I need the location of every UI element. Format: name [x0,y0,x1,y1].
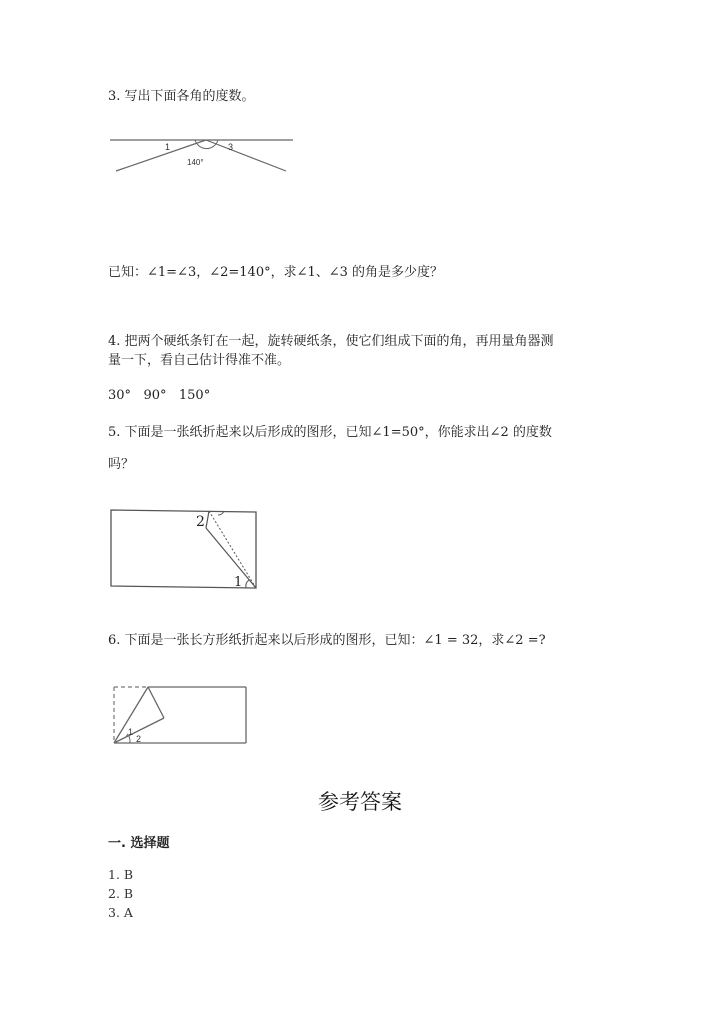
angle-label-1: 1 [165,142,171,152]
question-4-line2: 量一下，看自己估计得准不准。 [108,353,291,368]
answers-section-heading: 一. 选择题 [108,836,170,851]
answers-title: 参考答案 [318,790,402,814]
answer-item: 3. A [108,905,133,920]
question-3-text: 3. 写出下面各角的度数。 [108,89,255,104]
question-5-figure [108,506,260,592]
angle-label-1: 1 [234,575,243,590]
question-6-text: 6. 下面是一张长方形纸折起来以后形成的图形，已知：∠1 = 32，求∠2 =? [108,633,546,648]
question-5-line1: 5. 下面是一张纸折起来以后形成的图形，已知∠1=50°，你能求出∠2 的度数 [108,425,552,440]
answer-item: 1. B [108,867,134,882]
angle-label-1: 1 [128,727,134,737]
question-4-line1: 4. 把两个硬纸条钉在一起，旋转硬纸条，使它们组成下面的角，再用量角器测 [108,334,554,349]
question-3-condition: 已知：∠1=∠3，∠2=140°，求∠1、∠3 的角是多少度？ [108,265,444,280]
question-4-angles: 30° 90° 150° [108,388,211,403]
answer-item: 2. B [108,886,134,901]
question-3-figure [108,128,298,178]
angle-label-3: 3 [228,142,234,152]
angle-label-2: 2 [196,514,205,530]
question-5-line2: 吗？ [108,457,135,472]
angle-label-2: 2 [136,734,142,744]
angle-label-140: 140° [187,158,204,167]
question-6-figure [108,682,253,748]
